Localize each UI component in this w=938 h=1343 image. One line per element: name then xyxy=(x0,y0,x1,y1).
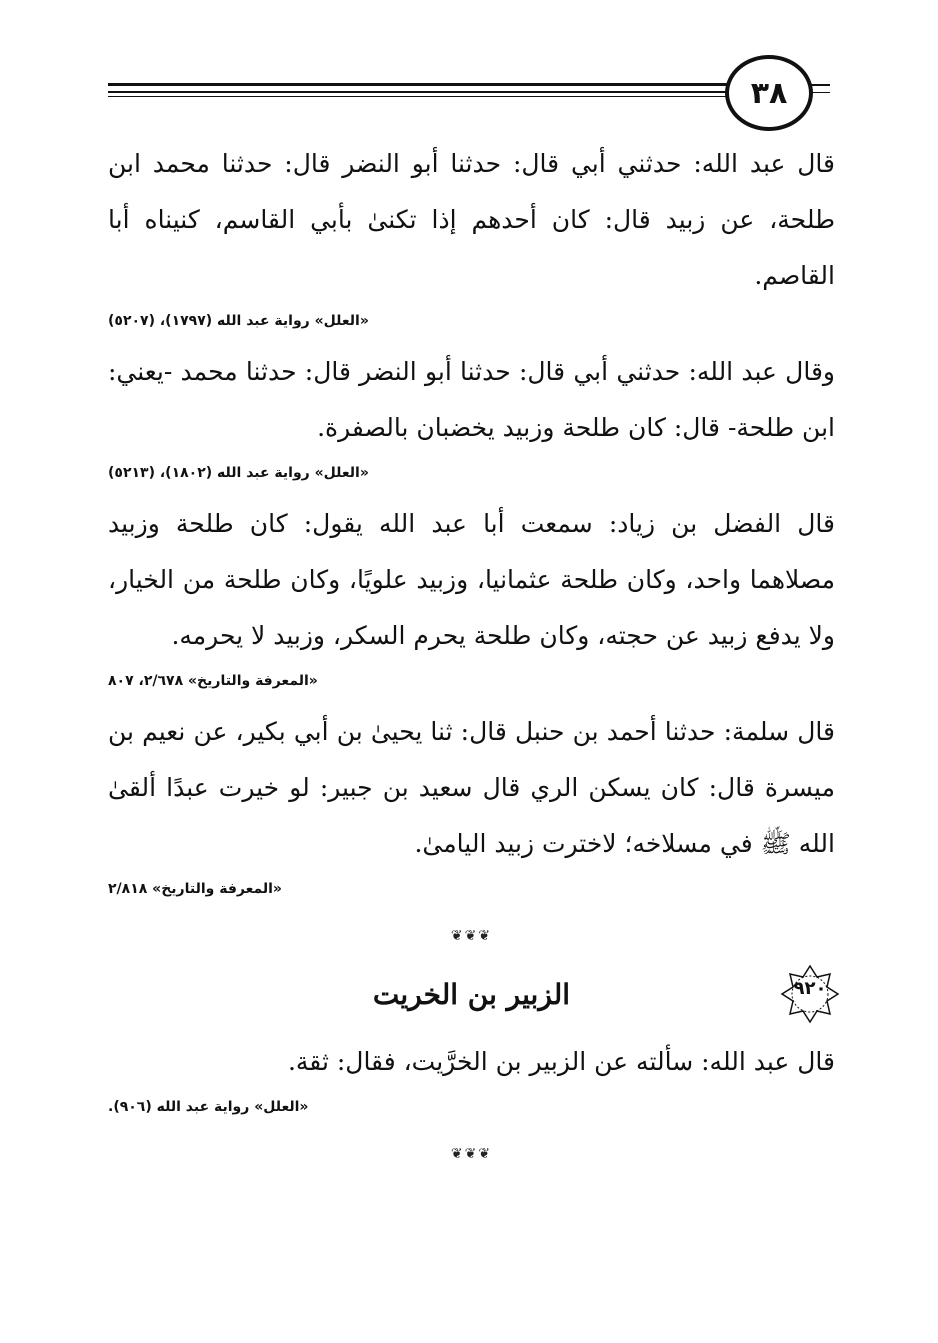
citation: «العلل» رواية عبد الله (١٨٠٢)، (٥٢١٣) xyxy=(108,465,369,481)
citation: «العلل» رواية عبد الله (٩٠٦). xyxy=(108,1099,309,1115)
citation: «العلل» رواية عبد الله (١٧٩٧)، (٥٢٠٧) xyxy=(108,313,369,329)
citation: «المعرفة والتاريخ» ٢/٨١٨ xyxy=(108,881,282,897)
ornament-separator: ❦❦❦ xyxy=(450,928,493,944)
paragraph: قال الفضل بن زياد: سمعت أبا عبد الله يقول: كان طلحة وزبيد مصلاهما واحد، وكان طلحة عثمانيا، وزبيد علويًا، وكان طلحة من الخيار، ولا يدفع زبيد عن حجته، وكان طلحة يحرم السكر، وزبيد لا يحرمه. xyxy=(108,509,835,650)
page-header xyxy=(0,0,938,130)
citation: «المعرفة والتاريخ» ٢/٦٧٨، ٨٠٧ xyxy=(108,673,318,689)
entry-heading xyxy=(108,970,835,1028)
header-rule xyxy=(108,96,730,97)
page-number: ٣٨ xyxy=(725,55,813,131)
entry-title: الزبير بن الخريت xyxy=(372,978,571,1011)
paragraph: قال عبد الله: حدثني أبي قال: حدثنا أبو النضر قال: حدثنا محمد ابن طلحة، عن زبيد قال: كان أحدهم إذا تكنىٰ بأبي القاسم، كنيناه أبا القاصم. xyxy=(108,149,835,290)
page-body xyxy=(108,130,835,1188)
ornament-separator: ❦❦❦ xyxy=(450,1146,493,1162)
paragraph: وقال عبد الله: حدثني أبي قال: حدثنا أبو النضر قال: حدثنا محمد -يعني: ابن طلحة- قال: كان طلحة وزبيد يخضبان بالصفرة. xyxy=(108,357,835,442)
paragraph: قال عبد الله: سألته عن الزبير بن الخرَّيت، فقال: ثقة. xyxy=(287,1047,835,1076)
header-rule xyxy=(108,83,730,86)
header-rule xyxy=(108,91,730,93)
entry-number: ٩٢٠ xyxy=(793,978,827,999)
paragraph: قال سلمة: حدثنا أحمد بن حنبل قال: ثنا يحيىٰ بن أبي بكير، عن نعيم بن ميسرة قال: كان يسكن الري قال سعيد بن جبير: لو خيرت عبدًا ألقىٰ الله ﷺ في مسلاخه؛ لاخترت زبيد اليامىٰ. xyxy=(108,717,835,858)
